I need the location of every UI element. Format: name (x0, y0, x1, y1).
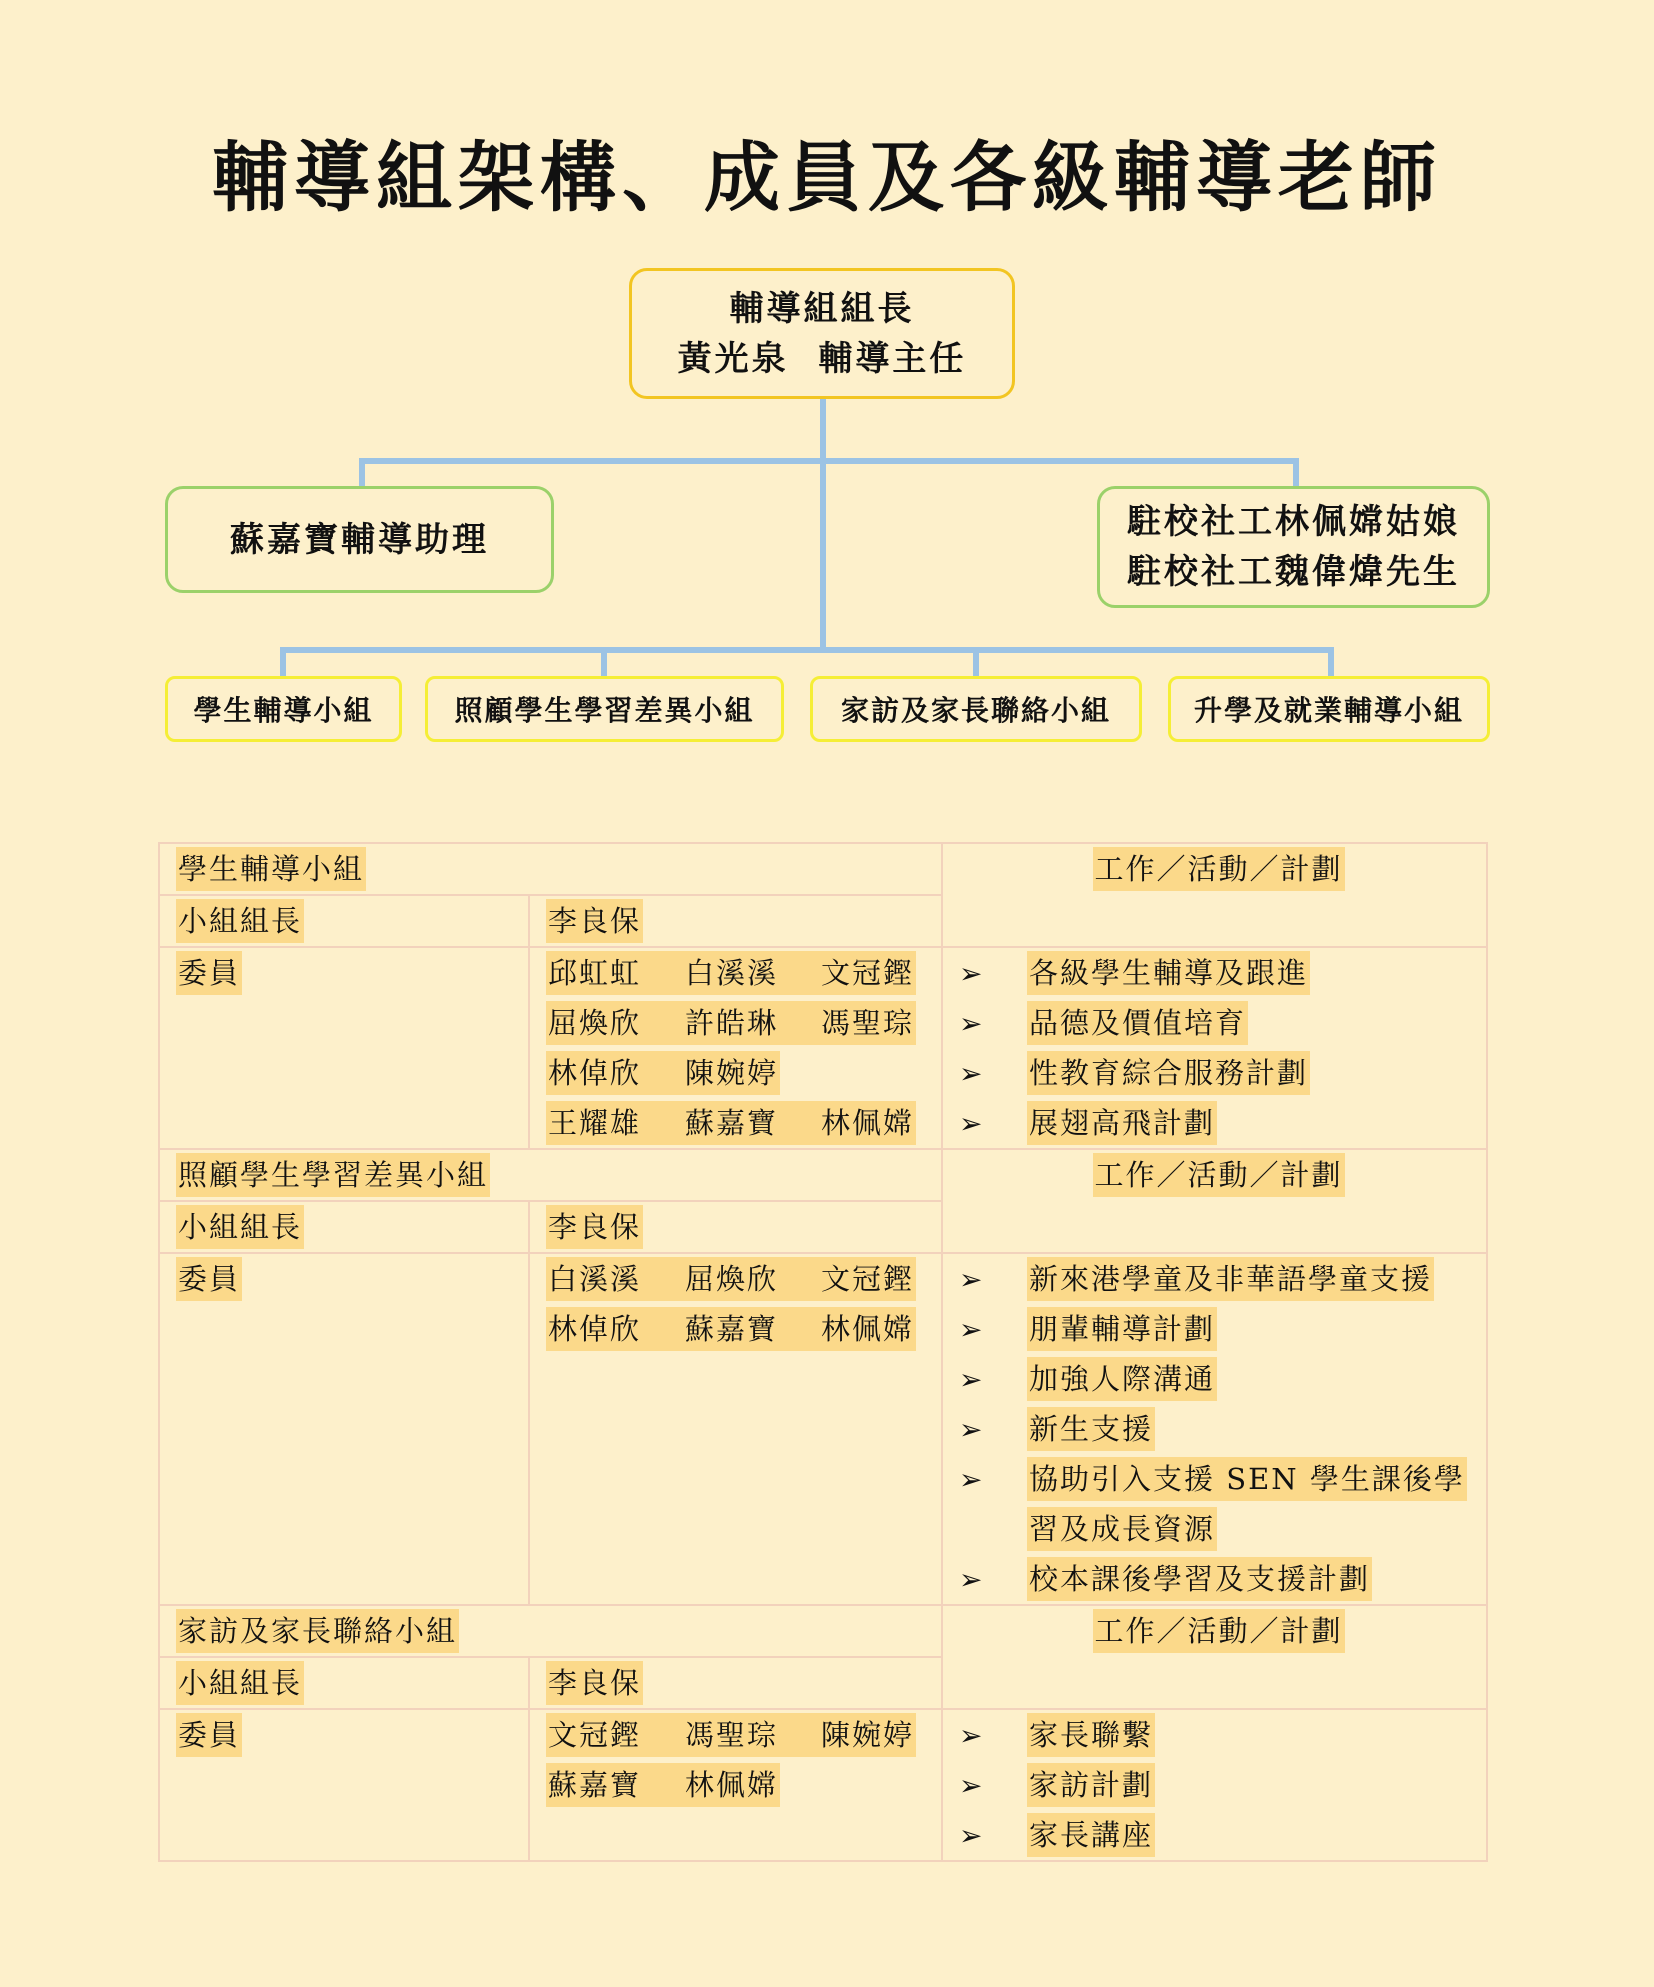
member-line: 蘇嘉寶 林佩嫦 (546, 1760, 933, 1810)
connector-right-drop (1293, 458, 1299, 488)
connector-left-drop (359, 458, 365, 488)
connector-top-horizontal (359, 458, 1299, 464)
connector-group3-drop (973, 647, 979, 677)
connector-head-down (820, 398, 826, 650)
activity-item: ➢ 新來港學童及非華語學童支援 (959, 1254, 1478, 1304)
activity-item: ➢ 家長聯繫 (959, 1710, 1478, 1760)
connector-bottom-horizontal (280, 647, 1334, 653)
member-line: 林倬欣 陳婉婷 (546, 1048, 933, 1098)
arrow-bullet-icon: ➢ (959, 956, 985, 990)
activity-item: ➢ 協助引入支援 SEN 學生課後學 (959, 1454, 1478, 1504)
arrow-bullet-icon: ➢ (959, 1056, 985, 1090)
work-header: 工作／活動／計劃 (1093, 1609, 1345, 1653)
group-box-student-guidance (165, 676, 402, 742)
table-row (159, 1149, 1487, 1201)
member-line: 邱虹虹 白溪溪 文冠鏗 (546, 948, 933, 998)
leader-label: 小組組長 (176, 1661, 304, 1705)
member-label: 委員 (176, 951, 242, 995)
connector-group2-drop (601, 647, 607, 677)
arrow-bullet-icon: ➢ (959, 1106, 985, 1140)
leader-name: 李良保 (546, 899, 643, 943)
assistant-name: 蘇嘉寶輔導助理 (230, 519, 489, 560)
arrow-bullet-icon: ➢ (959, 1768, 985, 1802)
head-title: 輔導組組長 (729, 288, 915, 329)
arrow-bullet-icon: ➢ (959, 1412, 985, 1446)
page-title: 輔導組架構、成員及各級輔導老師 (212, 133, 1442, 222)
arrow-bullet-icon: ➢ (959, 1718, 985, 1752)
activity-item: ➢ 各級學生輔導及跟進 (959, 948, 1478, 998)
arrow-bullet-icon: ➢ (959, 1262, 985, 1296)
section-name: 學生輔導小組 (176, 847, 366, 891)
table-row (159, 843, 1487, 895)
group-box-career (1168, 676, 1490, 742)
activity-item: ➢ 朋輩輔導計劃 (959, 1304, 1478, 1354)
arrow-bullet-icon: ➢ (959, 1562, 985, 1596)
group-box-home-visit (810, 676, 1142, 742)
member-line: 文冠鏗 馮聖琮 陳婉婷 (546, 1710, 933, 1760)
activity-item: ➢ 家長講座 (959, 1810, 1478, 1860)
section-name: 家訪及家長聯絡小組 (176, 1609, 459, 1653)
connector-group4-drop (1328, 647, 1334, 677)
arrow-bullet-icon: ➢ (959, 1006, 985, 1040)
activity-item: ➢ 展翅高飛計劃 (959, 1098, 1478, 1148)
table-row (159, 1253, 1487, 1605)
group-label: 家訪及家長聯絡小組 (840, 694, 1111, 727)
activity-item: ➢ 性教育綜合服務計劃 (959, 1048, 1478, 1098)
leader-label: 小組組長 (176, 1205, 304, 1249)
leader-name: 李良保 (546, 1205, 643, 1249)
work-header: 工作／活動／計劃 (1093, 1153, 1345, 1197)
arrow-bullet-icon: ➢ (959, 1362, 985, 1396)
social-worker-2: 駐校社工魏偉煒先生 (1127, 552, 1460, 592)
social-worker-box (1097, 486, 1490, 608)
arrow-bullet-icon: ➢ (959, 1312, 985, 1346)
leader-name: 李良保 (546, 1661, 643, 1705)
activity-item: ➢ 品德及價值培育 (959, 998, 1478, 1048)
activity-continuation: 習及成長資源 (959, 1504, 1478, 1554)
activity-item: ➢ 加強人際溝通 (959, 1354, 1478, 1404)
group-label: 照顧學生學習差異小組 (454, 694, 755, 727)
activity-item: ➢ 校本課後學習及支援計劃 (959, 1554, 1478, 1604)
member-line: 屈煥欣 許皓琳 馮聖琮 (546, 998, 933, 1048)
member-label: 委員 (176, 1257, 242, 1301)
table-row (159, 947, 1487, 1149)
social-worker-1: 駐校社工林佩嫦姑娘 (1127, 502, 1460, 542)
member-label: 委員 (176, 1713, 242, 1757)
table-row (159, 1709, 1487, 1861)
activity-item: ➢ 家訪計劃 (959, 1760, 1478, 1810)
group-box-learning-diversity (425, 676, 784, 742)
group-label: 學生輔導小組 (193, 694, 374, 727)
arrow-bullet-icon: ➢ (959, 1462, 985, 1496)
head-name: 黃光泉 輔導主任 (677, 338, 967, 379)
member-line: 林倬欣 蘇嘉寶 林佩嫦 (546, 1304, 933, 1354)
head-box (629, 268, 1015, 399)
section-name: 照顧學生學習差異小組 (176, 1153, 490, 1197)
connector-group1-drop (280, 647, 286, 677)
leader-label: 小組組長 (176, 899, 304, 943)
activity-item: ➢ 新生支援 (959, 1404, 1478, 1454)
member-line: 白溪溪 屈煥欣 文冠鏗 (546, 1254, 933, 1304)
group-label: 升學及就業輔導小組 (1193, 694, 1464, 727)
table-row (159, 1605, 1487, 1657)
arrow-bullet-icon: ➢ (959, 1818, 985, 1852)
assistant-box (165, 486, 554, 593)
group-members-table (158, 842, 1488, 1862)
member-line: 王耀雄 蘇嘉寶 林佩嫦 (546, 1098, 933, 1148)
work-header: 工作／活動／計劃 (1093, 847, 1345, 891)
